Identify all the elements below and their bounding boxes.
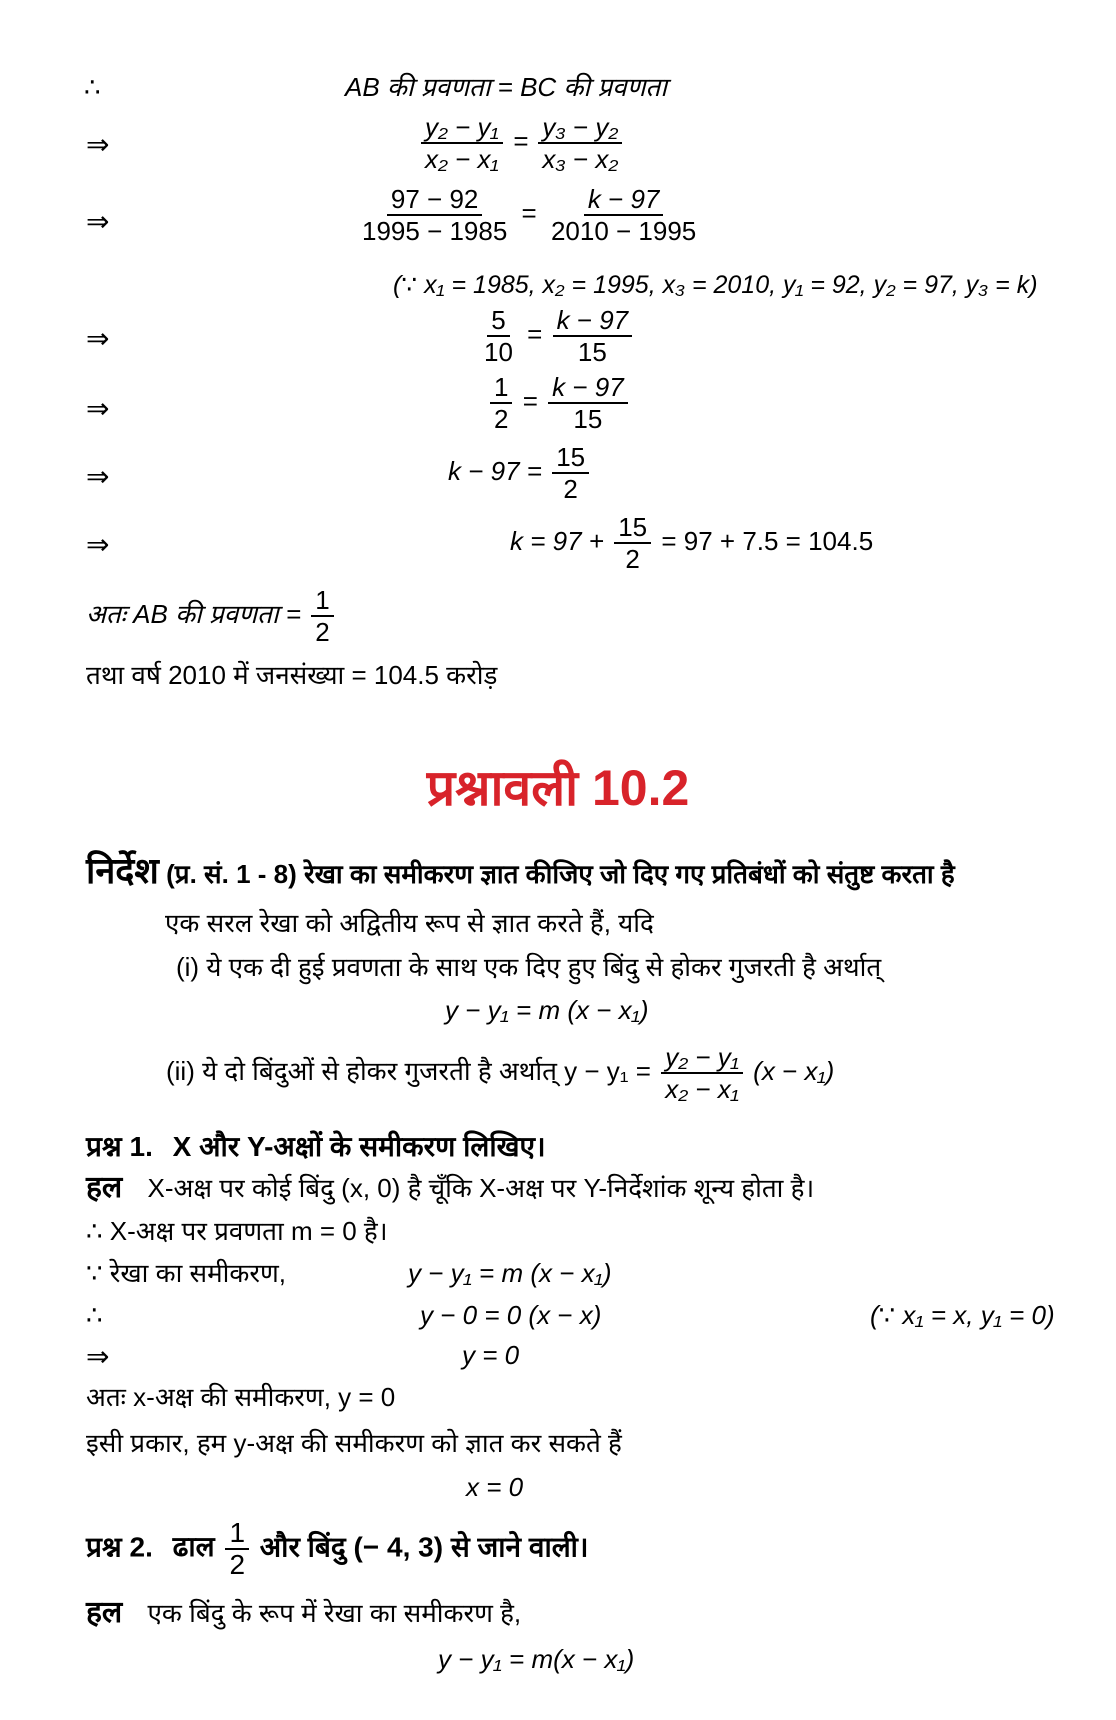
implies-arrow: ⇒ (86, 393, 110, 424)
directions-label: निर्देश (86, 850, 159, 891)
q1-given: (∵ x₁ = x, y₁ = 0) (870, 1300, 1055, 1330)
question-text-b: और बिंदु (− 4, 3) से जाने वाली। (259, 1531, 589, 1563)
equation-rhs: = 97 + 7.5 = 104.5 (661, 525, 874, 556)
fraction-denominator: x₂ − x₁ (665, 1074, 739, 1104)
fraction-numerator: 15 (552, 442, 589, 474)
solution-text: X-अक्ष पर कोई बिंदु (x, 0) है चूँकि X-अक्ष पर Y-निर्देशांक शून्य होता है। (147, 1173, 815, 1203)
question-text-a: ढाल (172, 1531, 215, 1563)
implies-arrow: ⇒ (86, 461, 110, 492)
fraction-numerator: k − 97 (548, 372, 628, 404)
fraction-numerator: 1 (311, 585, 333, 617)
question-2 (86, 1518, 589, 1580)
fraction-denominator: 2 (494, 404, 509, 434)
directions-text: (प्र. सं. 1 - 8) रेखा का समीकरण ज्ञात कीजिए जो दिए गए प्रतिबंधों को संतुष्ट करता है (166, 859, 955, 889)
result-population: तथा वर्ष 2010 में जनसंख्या = 104.5 करोड़ (86, 660, 498, 690)
directions-line-3: (i) ये एक दी हुई प्रवणता के साथ एक दिए हुए बिंदु से होकर गुजरती है अर्थात् (176, 952, 882, 982)
q1-line-equation: y − y₁ = m (x − x₁) (408, 1258, 612, 1288)
two-point-text: (ii) ये दो बिंदुओं से होकर गुजरती है अर्थात् y − y₁ = (166, 1055, 651, 1086)
question-label: प्रश्न 1. (86, 1131, 153, 1162)
equation-2: $\frac{97 - 92}{1995 - 1985}$ = $\frac{k - 97}{2010 - 1995}$ (355, 184, 703, 246)
q2-line-equation: y − y₁ = m(x − x₁) (438, 1644, 635, 1674)
solution-label: हल (86, 1596, 123, 1629)
equation-5 (448, 442, 592, 504)
question-text: X और Y-अक्षों के समीकरण लिखिए। (172, 1131, 546, 1162)
two-point-tail: (x − x₁) (753, 1055, 835, 1086)
directions-line-2: एक सरल रेखा को अद्वितीय रूप से ज्ञात करते हैं, यदि (165, 908, 654, 938)
fraction-numerator: y₂ − y₁ (421, 112, 503, 144)
equation-1: $\frac{\text{y₂ − y₁}}{\text{x₂ − x₁}}$ = $\frac{\text{y₃ − y₂}}{\text{x₃ − x₂}}$ (418, 112, 625, 174)
fraction-numerator: 15 (614, 512, 651, 544)
q1-substitution: y − 0 = 0 (x − x) (420, 1300, 602, 1330)
equation-3: $\frac{5}{10}$ = $\frac{k - 97}{15}$ (477, 305, 635, 367)
fraction-denominator: 2 (315, 617, 330, 647)
implies-arrow: ⇒ (86, 129, 110, 160)
fraction-numerator: 5 (487, 305, 509, 337)
q1-x-axis-equation: अतः x-अक्ष की समीकरण, y = 0 (86, 1382, 396, 1412)
directions-line (86, 850, 955, 891)
q1-solution-line-1 (86, 1173, 814, 1203)
equation-lhs: k = 97 + (510, 525, 604, 556)
question-1 (86, 1132, 546, 1162)
slope-equality: AB की प्रवणता = BC की प्रवणता (345, 72, 667, 102)
fraction-denominator: 2 (625, 544, 640, 574)
fraction-denominator: 15 (577, 337, 607, 367)
q2-solution-line-1 (86, 1598, 521, 1628)
q1-solution-line-2: ∴ X-अक्ष पर प्रवणता m = 0 है। (86, 1216, 388, 1246)
fraction-numerator: y₂ − y₁ (661, 1042, 743, 1074)
fraction-numerator: 1 (225, 1518, 249, 1550)
implies-arrow: ⇒ (86, 529, 110, 560)
equation-4: $\frac{1}{2}$ = $\frac{k - 97}{15}$ (487, 372, 631, 434)
fraction-denominator: x₃ − x₂ (542, 144, 619, 174)
fraction-denominator: 2 (563, 474, 578, 504)
section-title: प्रश्नावली 10.2 (426, 760, 690, 816)
fraction-denominator: 1995 − 1985 (362, 216, 508, 246)
solution-text: एक बिंदु के रूप में रेखा का समीकरण है, (147, 1598, 522, 1628)
fraction-denominator: 15 (573, 404, 603, 434)
therefore-symbol: ∴ (84, 72, 101, 102)
q1-y-axis-text: इसी प्रकार, हम y-अक्ष की समीकरण को ज्ञात कर सकते हैं (86, 1428, 622, 1458)
implies-arrow: ⇒ (86, 323, 110, 354)
implies-arrow: ⇒ (86, 1341, 110, 1372)
fraction-denominator: 10 (484, 337, 513, 367)
fraction-denominator: x₂ − x₁ (425, 144, 499, 174)
equation-6 (510, 512, 873, 574)
q1-y-axis-equation: x = 0 (466, 1472, 524, 1502)
result-label: अतः AB की प्रवणता = (86, 598, 302, 629)
fraction-denominator: 2 (229, 1549, 246, 1580)
point-slope-formula: y − y₁ = m (x − x₁) (445, 995, 649, 1025)
fraction-numerator: 1 (490, 372, 512, 404)
solution-label: हल (86, 1171, 123, 1204)
fraction-denominator: 2010 − 1995 (550, 216, 697, 246)
fraction-numerator: y₃ − y₂ (538, 112, 622, 144)
question-label: प्रश्न 2. (86, 1531, 153, 1563)
therefore-symbol: ∴ (86, 1300, 103, 1330)
implies-arrow: ⇒ (86, 206, 110, 237)
fraction-numerator: k − 97 (584, 184, 664, 216)
fraction-numerator: 97 − 92 (387, 184, 482, 216)
fraction-numerator: k − 97 (553, 305, 633, 337)
two-point-formula (166, 1042, 834, 1104)
given-values: (∵ x₁ = 1985, x₂ = 1995, x₃ = 2010, y₁ = 92, y₂ = 97, y₃ = k) (393, 271, 1038, 299)
q1-solution-line-3: ∵ रेखा का समीकरण, (86, 1258, 287, 1288)
q1-result: y = 0 (462, 1340, 520, 1370)
equation-lhs: k − 97 = (448, 455, 542, 486)
result-slope (86, 585, 337, 647)
